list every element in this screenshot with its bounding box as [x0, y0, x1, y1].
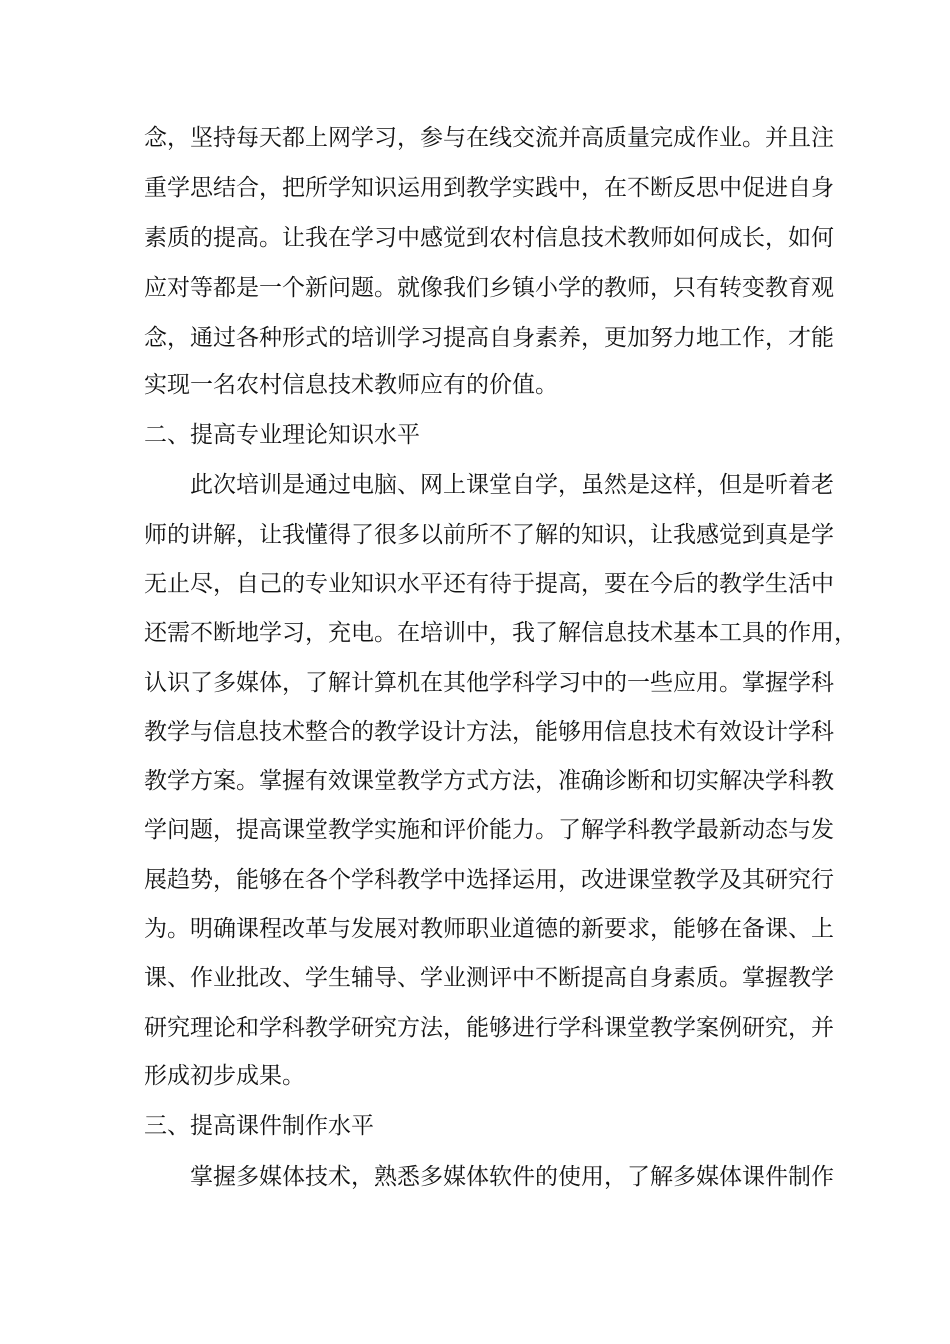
paragraph-line: 形成初步成果。 — [144, 1063, 305, 1089]
paragraph-line: 实现一名农村信息技术教师应有的价值。 — [144, 372, 558, 398]
section-heading: 三、提高课件制作水平 — [144, 1113, 374, 1139]
paragraph-line: 应对等都是一个新问题。就像我们乡镇小学的教师，只有转变教育观 — [144, 275, 834, 301]
paragraph-line: 此次培训是通过电脑、网上课堂自学，虽然是这样，但是听着老 — [190, 472, 834, 498]
paragraph-line: 为。明确课程改革与发展对教师职业道德的新要求，能够在备课、上 — [144, 916, 834, 942]
paragraph-line: 教学与信息技术整合的教学设计方法，能够用信息技术有效设计学科 — [144, 719, 834, 745]
paragraph-line: 念，坚持每天都上网学习，参与在线交流并高质量完成作业。并且注 — [144, 125, 834, 151]
paragraph-line: 教学方案。掌握有效课堂教学方式方法，准确诊断和切实解决学科教 — [144, 768, 834, 794]
paragraph-line: 研究理论和学科教学研究方法，能够进行学科课堂教学案例研究，并 — [144, 1015, 834, 1041]
section-heading: 二、提高专业理论知识水平 — [144, 422, 420, 448]
paragraph-line: 师的讲解，让我懂得了很多以前所不了解的知识，让我感觉到真是学 — [144, 522, 834, 548]
paragraph-line: 展趋势，能够在各个学科教学中选择运用，改进课堂教学及其研究行 — [144, 867, 834, 893]
paragraph-line: 素质的提高。让我在学习中感觉到农村信息技术教师如何成长，如何 — [144, 225, 834, 251]
paragraph-line: 念，通过各种形式的培训学习提高自身素养，更加努力地工作，才能 — [144, 325, 834, 351]
paragraph-line: 认识了多媒体，了解计算机在其他学科学习中的一些应用。掌握学科 — [144, 670, 834, 696]
paragraph-line: 课、作业批改、学生辅导、学业测评中不断提高自身素质。掌握教学 — [144, 965, 834, 991]
paragraph-line: 学问题，提高课堂教学实施和评价能力。了解学科教学最新动态与发 — [144, 817, 834, 843]
paragraph-line: 掌握多媒体技术，熟悉多媒体软件的使用，了解多媒体课件制作 — [190, 1164, 834, 1190]
paragraph-line: 无止尽，自己的专业知识水平还有待于提高，要在今后的教学生活中 — [144, 571, 834, 597]
paragraph-line: 还需不断地学习，充电。在培训中，我了解信息技术基本工具的作用， — [144, 620, 857, 646]
paragraph-line: 重学思结合，把所学知识运用到教学实践中，在不断反思中促进自身 — [144, 175, 834, 201]
